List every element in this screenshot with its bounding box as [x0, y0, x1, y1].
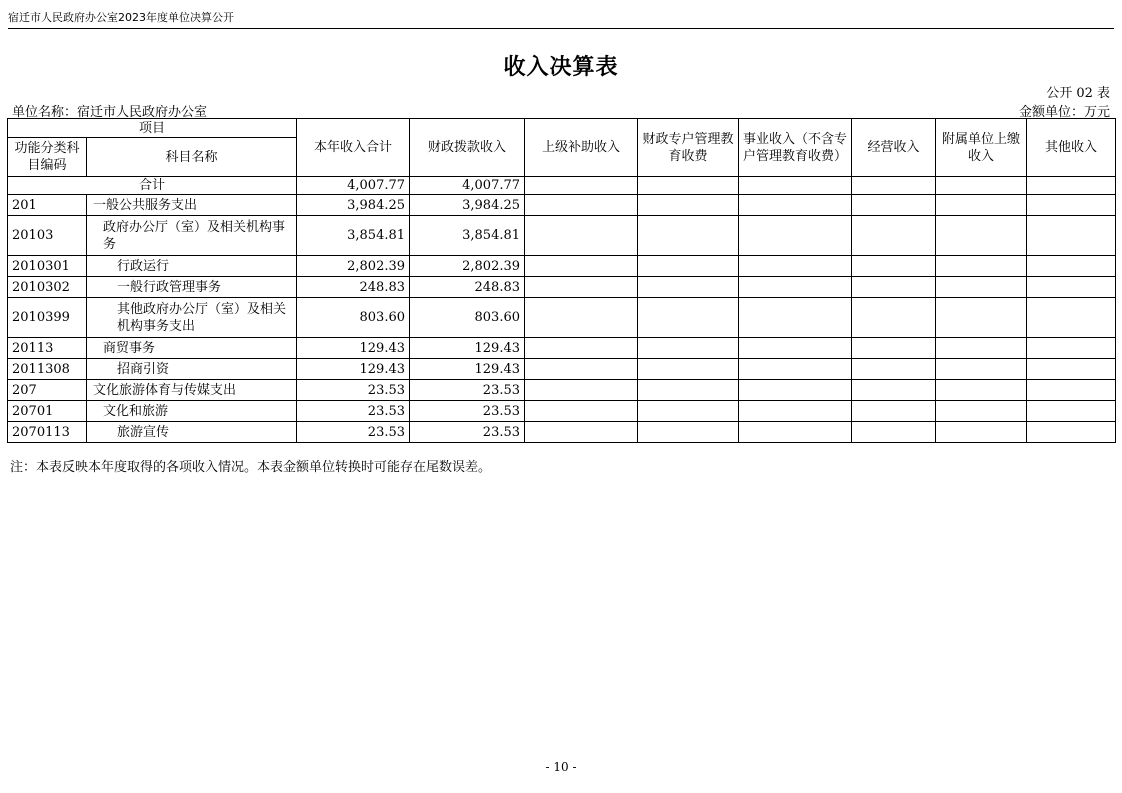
total-cell: 23.53	[297, 422, 410, 443]
code-cell: 201	[8, 195, 87, 216]
fiscal-cell: 803.60	[410, 298, 525, 338]
code-cell: 20103	[8, 216, 87, 256]
code-cell: 2010399	[8, 298, 87, 338]
document-header: 宿迁市人民政府办公室2023年度单位决算公开	[8, 11, 234, 24]
table-row	[8, 195, 1116, 216]
name-cell: 文化旅游体育与传媒支出	[87, 380, 297, 401]
header-total: 本年收入合计	[297, 119, 410, 177]
total-cell: 4,007.77	[297, 177, 410, 195]
header-superior: 上级补助收入	[525, 119, 638, 177]
table-row	[8, 422, 1116, 443]
total-cell: 23.53	[297, 401, 410, 422]
code-cell: 2010301	[8, 256, 87, 277]
header-func-code: 功能分类科目编码	[8, 138, 87, 177]
total-cell: 129.43	[297, 338, 410, 359]
name-cell: 政府办公厅（室）及相关机构事务	[87, 216, 297, 256]
table-row	[8, 277, 1116, 298]
code-cell: 207	[8, 380, 87, 401]
name-cell: 其他政府办公厅（室）及相关机构事务支出	[87, 298, 297, 338]
fiscal-cell: 23.53	[410, 380, 525, 401]
header-affiliate: 附属单位上缴收入	[936, 119, 1027, 177]
header-fiscal: 财政拨款收入	[410, 119, 525, 177]
code-cell: 20701	[8, 401, 87, 422]
table-row	[8, 338, 1116, 359]
unit-name: 单位名称：宿迁市人民政府办公室	[12, 105, 208, 120]
name-cell: 招商引资	[87, 359, 297, 380]
header-other: 其他收入	[1027, 119, 1116, 177]
code-cell: 2070113	[8, 422, 87, 443]
code-cell: 20113	[8, 338, 87, 359]
total-cell: 2,802.39	[297, 256, 410, 277]
name-cell: 旅游宣传	[87, 422, 297, 443]
table-row	[8, 256, 1116, 277]
header-edu-fee: 财政专户管理教育收费	[638, 119, 739, 177]
table-row	[8, 401, 1116, 422]
fiscal-cell: 129.43	[410, 359, 525, 380]
page-title: 收入决算表	[503, 55, 619, 80]
total-cell: 3,984.25	[297, 195, 410, 216]
code-cell: 2010302	[8, 277, 87, 298]
fiscal-cell: 3,984.25	[410, 195, 525, 216]
total-label: 合计	[8, 177, 297, 195]
name-cell: 文化和旅游	[87, 401, 297, 422]
table-note: 注：本表反映本年度取得的各项收入情况。本表金额单位转换时可能存在尾数误差。	[10, 460, 492, 475]
header-project: 项目	[8, 119, 297, 138]
name-cell: 行政运行	[87, 256, 297, 277]
fiscal-cell: 23.53	[410, 422, 525, 443]
total-cell: 248.83	[297, 277, 410, 298]
table-row	[8, 216, 1116, 256]
table-row	[8, 359, 1116, 380]
total-cell: 129.43	[297, 359, 410, 380]
fiscal-cell: 129.43	[410, 338, 525, 359]
fiscal-cell: 4,007.77	[410, 177, 525, 195]
amount-unit: 金额单位：万元	[1018, 105, 1110, 120]
fiscal-cell: 2,802.39	[410, 256, 525, 277]
page-number: - 10 -	[545, 760, 577, 774]
total-cell: 803.60	[297, 298, 410, 338]
form-number: 公开 02 表	[1046, 86, 1110, 101]
header-subject-name: 科目名称	[87, 138, 297, 177]
fiscal-cell: 248.83	[410, 277, 525, 298]
fiscal-cell: 23.53	[410, 401, 525, 422]
total-row	[8, 177, 1116, 195]
header-divider	[8, 28, 1114, 29]
name-cell: 商贸事务	[87, 338, 297, 359]
header-operating: 经营收入	[852, 119, 936, 177]
total-cell: 3,854.81	[297, 216, 410, 256]
code-cell: 2011308	[8, 359, 87, 380]
total-cell: 23.53	[297, 380, 410, 401]
name-cell: 一般公共服务支出	[87, 195, 297, 216]
table-row	[8, 298, 1116, 338]
name-cell: 一般行政管理事务	[87, 277, 297, 298]
table-row	[8, 380, 1116, 401]
fiscal-cell: 3,854.81	[410, 216, 525, 256]
income-table	[7, 118, 1116, 443]
header-business: 事业收入（不含专户管理教育收费）	[739, 119, 852, 177]
